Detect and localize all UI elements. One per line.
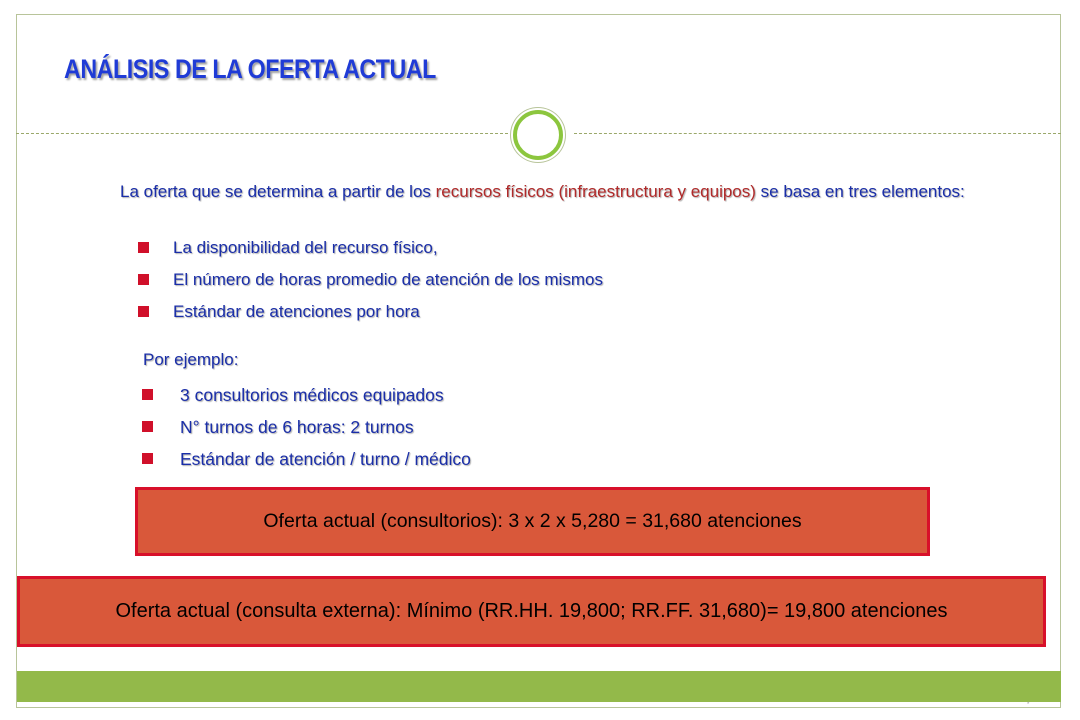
footer-bar <box>17 671 1061 702</box>
slide-title: ANÁLISIS DE LA OFERTA ACTUAL <box>64 54 436 84</box>
result-consulta-externa-text: Oferta actual (consulta externa): Mínimo (RR.HH. 19,800; RR.FF. 31,680)= 19,800 atenciones <box>115 600 948 622</box>
intro-highlight: recursos físicos (infraestructura y equipos) <box>435 182 756 201</box>
square-bullet-icon <box>142 389 153 400</box>
square-bullet-icon <box>138 274 149 285</box>
square-bullet-icon <box>138 242 149 253</box>
list-item-text: N° turnos de 6 horas: 2 turnos <box>180 417 414 437</box>
square-bullet-icon <box>138 306 149 317</box>
page-marker: * <box>1027 702 1030 708</box>
divider-right <box>574 133 1061 134</box>
result-consultorios-text: Oferta actual (consultorios): 3 x 2 x 5,280 = 31,680 atenciones <box>263 510 802 532</box>
example-label: Por ejemplo: <box>143 350 239 369</box>
result-consulta-externa-box <box>17 576 1046 647</box>
list-item-text: 3 consultorios médicos equipados <box>180 385 444 405</box>
divider-left <box>16 133 508 134</box>
list-item-text: La disponibilidad del recurso físico, <box>173 238 438 257</box>
result-consultorios-box <box>135 487 930 556</box>
list-item-text: Estándar de atención / turno / médico <box>180 449 471 469</box>
intro-text-before: La oferta que se determina a partir de los <box>120 182 436 201</box>
square-bullet-icon <box>142 421 153 432</box>
list-item-text: El número de horas promedio de atención de los mismos <box>173 270 603 289</box>
list-item-text: Estándar de atenciones por hora <box>173 302 420 321</box>
circle-ornament-icon <box>513 110 563 160</box>
intro-text-after: se basa en tres elementos: <box>755 182 965 201</box>
square-bullet-icon <box>142 453 153 464</box>
intro-paragraph <box>120 180 998 203</box>
